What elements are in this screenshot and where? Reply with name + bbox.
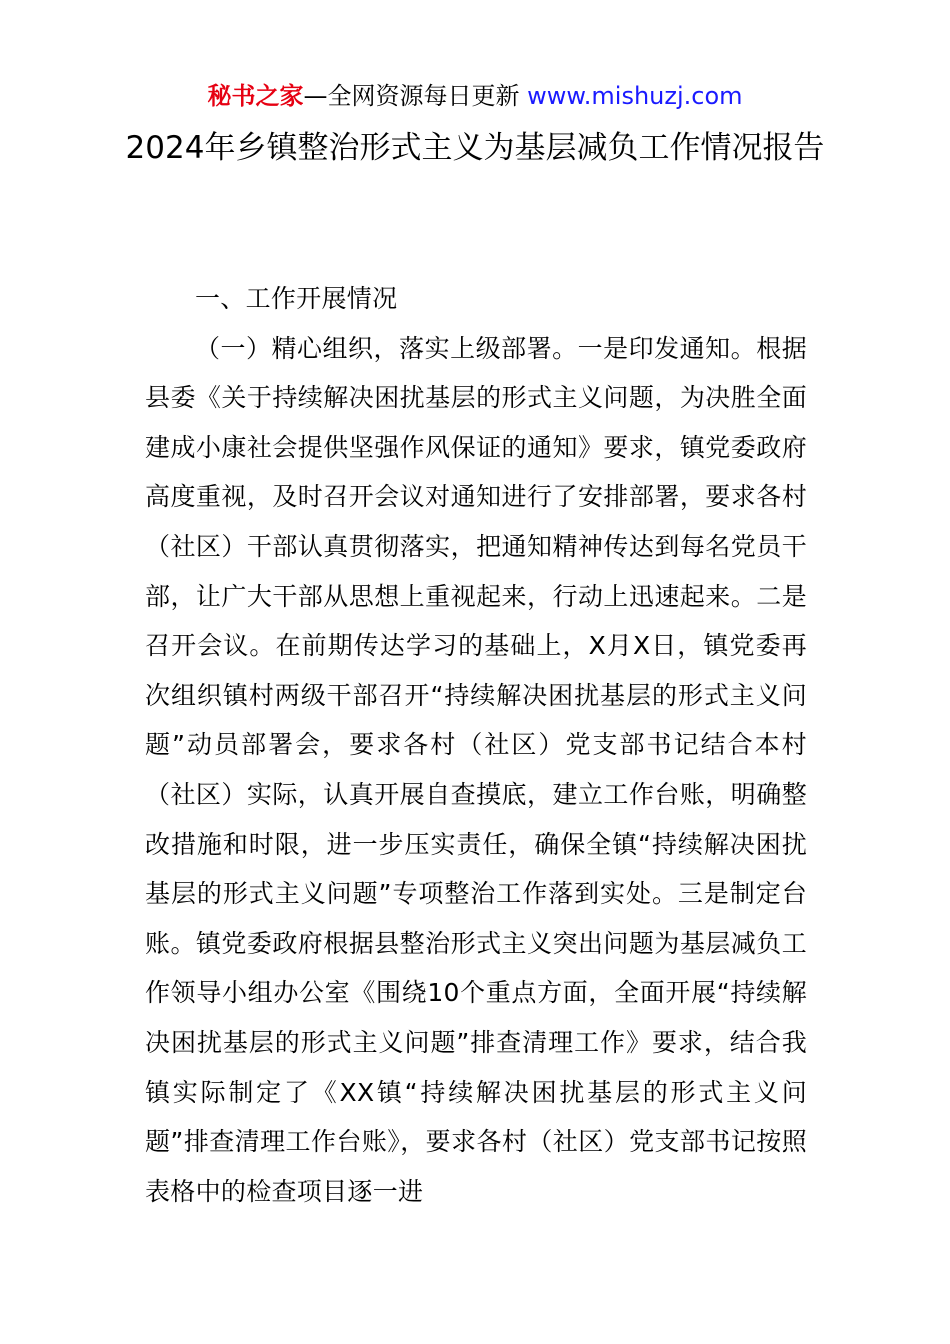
brand-name: 秘书之家	[207, 82, 304, 110]
document-body	[145, 274, 807, 1216]
site-banner	[0, 78, 950, 114]
section-heading: 一、工作开展情况	[195, 284, 398, 313]
document-title: 2024年乡镇整治形式主义为基层减负工作情况报告	[125, 130, 825, 166]
body-paragraph: （一）精心组织，落实上级部署。一是印发通知。根据县委《关于持续解决困扰基层的形式主义问题，为决胜全面建成小康社会提供坚强作风保证的通知》要求，镇党委政府高度重视，及时召开会议对通知进行了安排部署，要求各村（社区）干部认真贯彻落实，把通知精神传达到每名党员干部，让广大干部从思想上重视起来，行动上迅速起来。二是召开会议。在前期传达学习的基础上，X月X日，镇党委再次组织镇村两级干部召开“持续解决困扰基层的形式主义问题”动员部署会，要求各村（社区）党支部书记结合本村（社区）实际，认真开展自查摸底，建立工作台账，明确整改措施和时限，进一步压实责任，确保全镇“持续解决困扰基层的形式主义问题”专项整治工作落到实处。三是制定台账。镇党委政府根据县整治形式主义突出问题为基层减负工作领导小组办公室《围绕10个重点方面，全面开展“持续解决困扰基层的形式主义问题”排查清理工作》要求，结合我镇实际制定了《XX镇“持续解决困扰基层的形式主义问题”排查清理工作台账》，要求各村（社区）党支部书记按照表格中的检查项目逐一进	[145, 333, 807, 1206]
site-url-link[interactable]: www.mishuzj.com	[527, 82, 743, 110]
banner-slogan: —全网资源每日更新	[303, 82, 520, 110]
